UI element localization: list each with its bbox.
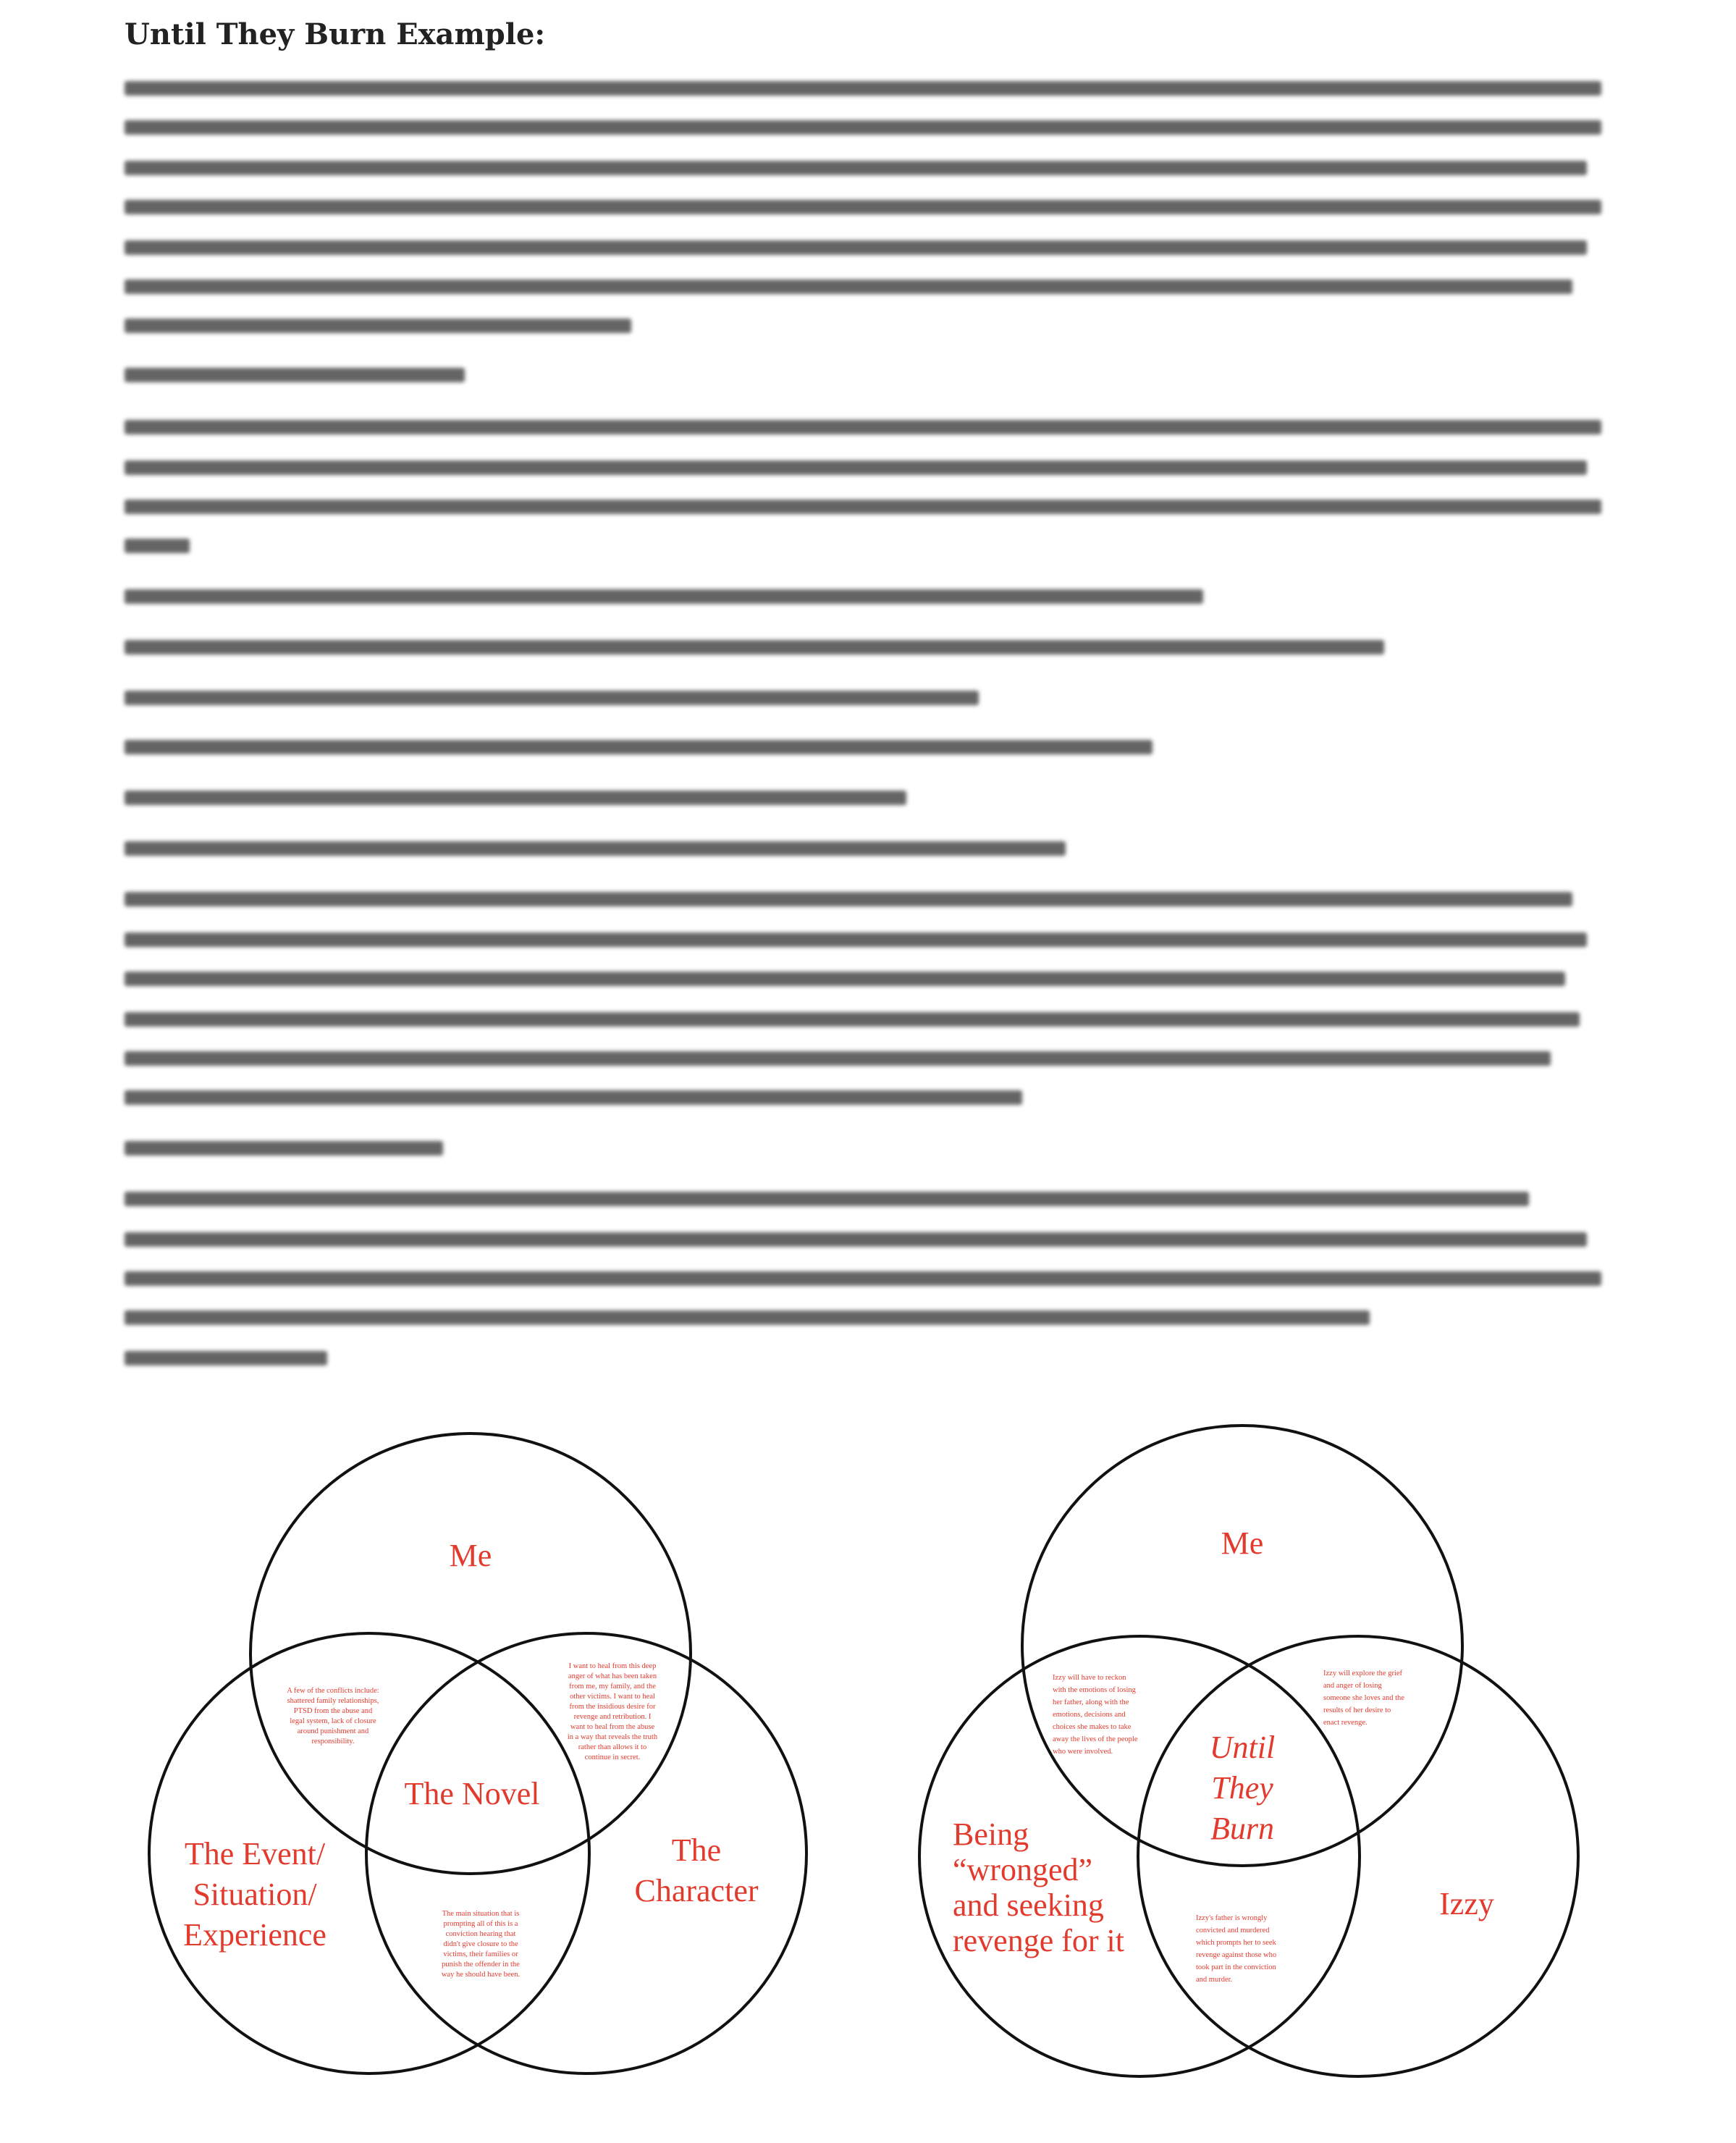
overlap-note-me-event: responsibility. <box>311 1738 355 1746</box>
label-center: Burn <box>1210 1811 1274 1846</box>
label-event: The Event/ <box>184 1836 326 1872</box>
overlap-note-event-character: The main situation that is <box>442 1910 520 1918</box>
label-center: The Novel <box>404 1776 540 1811</box>
page-heading: Until They Burn Example: <box>125 17 546 51</box>
overlap-note-event-character: didn't give closure to the <box>443 1940 518 1948</box>
overlap-note-me-event: Izzy will have to reckon <box>1053 1674 1126 1682</box>
overlap-note-me-character: enact revenge. <box>1323 1719 1368 1727</box>
overlap-note-me-event: with the emotions of losing <box>1053 1686 1136 1694</box>
overlap-note-me-event: her father, along with the <box>1053 1698 1129 1706</box>
label-me: Me <box>449 1538 492 1573</box>
label-me: Me <box>1221 1525 1264 1561</box>
label-center: They <box>1211 1770 1273 1806</box>
label-character: The <box>671 1832 722 1868</box>
overlap-note-me-event: A few of the conflicts include: <box>287 1687 379 1695</box>
overlap-note-event-character: which prompts her to seek <box>1196 1939 1276 1947</box>
overlap-note-me-event: shattered family relationships, <box>287 1697 379 1705</box>
overlap-note-me-character: other victims. I want to heal <box>570 1693 655 1701</box>
overlap-note-me-character: and anger of losing <box>1323 1682 1382 1690</box>
overlap-note-me-character: want to heal from the abuse <box>570 1723 655 1731</box>
overlap-note-me-event: away the lives of the people <box>1053 1735 1138 1743</box>
overlap-note-event-character: way he should have been. <box>441 1971 521 1979</box>
label-event: “wronged” <box>953 1852 1093 1887</box>
overlap-note-me-character: rather than allows it to <box>578 1743 647 1751</box>
overlap-note-me-event: PTSD from the abuse and <box>293 1707 373 1715</box>
overlap-note-me-event: around punishment and <box>297 1727 369 1735</box>
overlap-note-event-character: took part in the conviction <box>1196 1963 1276 1971</box>
overlap-note-me-character: in a way that reveals the truth <box>567 1733 658 1741</box>
overlap-note-me-character: from me, my family, and the <box>569 1683 656 1691</box>
overlap-note-event-character: convicted and murdered <box>1196 1927 1270 1934</box>
overlap-note-event-character: Izzy's father is wrongly <box>1196 1914 1268 1922</box>
overlap-note-me-character: Izzy will explore the grief <box>1323 1670 1403 1677</box>
overlap-note-event-character: conviction hearing that <box>445 1930 516 1938</box>
overlap-note-me-event: legal system, lack of closure <box>290 1717 376 1725</box>
overlap-note-me-character: I want to heal from this deep <box>568 1662 657 1670</box>
overlap-note-me-event: emotions, decisions and <box>1053 1711 1126 1719</box>
venn-diagram-right <box>919 1426 1578 2076</box>
overlap-note-me-character: continue in secret. <box>584 1753 641 1761</box>
overlap-note-event-character: and murder. <box>1196 1976 1233 1984</box>
label-character: Character <box>634 1873 759 1908</box>
overlap-note-me-character: results of her desire to <box>1323 1706 1391 1714</box>
label-event: Being <box>953 1816 1029 1852</box>
overlap-note-event-character: prompting all of this is a <box>443 1920 518 1928</box>
overlap-note-me-event: who were involved. <box>1053 1748 1113 1756</box>
overlap-note-event-character: victims, their families or <box>443 1950 518 1958</box>
venn-diagram-left <box>149 1433 806 2073</box>
label-event: and seeking <box>953 1887 1104 1923</box>
label-event: Experience <box>183 1917 326 1953</box>
overlap-note-me-character: someone she loves and the <box>1323 1694 1404 1702</box>
overlap-note-event-character: punish the offender in the <box>442 1961 520 1969</box>
label-character: Izzy <box>1439 1886 1494 1921</box>
overlap-note-me-event: choices she makes to take <box>1053 1723 1132 1731</box>
label-event: revenge for it <box>953 1923 1124 1958</box>
label-event: Situation/ <box>193 1877 317 1912</box>
overlap-note-event-character: revenge against those who <box>1196 1951 1277 1959</box>
label-center: Until <box>1209 1730 1276 1765</box>
overlap-note-me-character: anger of what has been taken <box>568 1672 657 1680</box>
overlap-note-me-character: revenge and retribution. I <box>573 1713 652 1721</box>
overlap-note-me-character: from the insidious desire for <box>569 1703 656 1711</box>
